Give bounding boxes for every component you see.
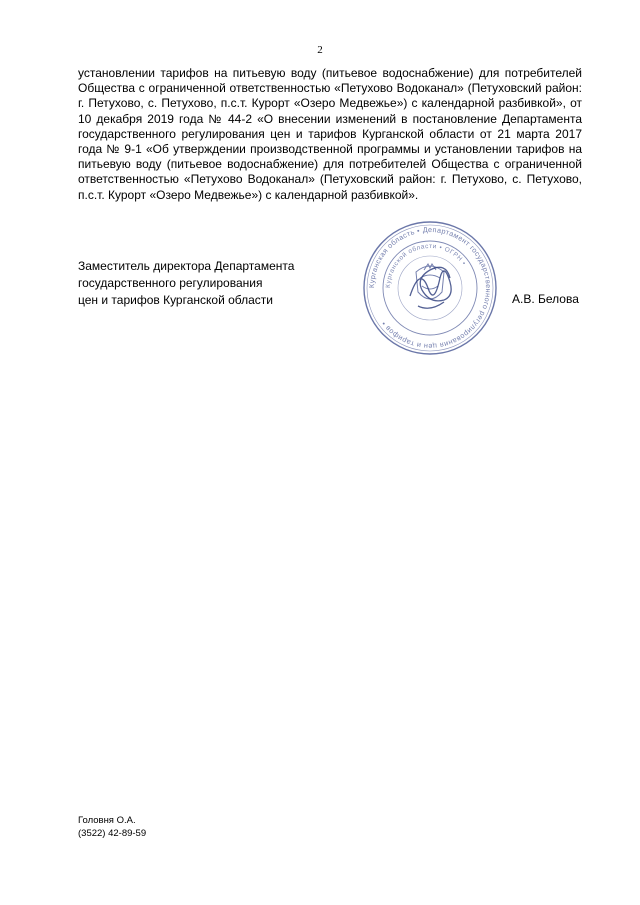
signer-name: А.В. Белова — [512, 292, 579, 306]
body-paragraph: установлении тарифов на питьевую воду (питьевое водоснабжение) для потребителей Общества с ограниченной ответственностью «Петухово Водоканал» (Петуховский район: г. Петухово, с. Петухово, п.с.т. Курорт «Озеро Медвежье») с календарной разбивкой», от 10 декабря 2019 года № 44-2 «О внесении изменений в постановление Департамента государственного регулирования цен и тарифов Курганской области от 21 марта 2017 года № 9-1 «Об утверждении производственной программы и установлении тарифов на питьевую воду (питьевое водоснабжение) для потребителей Общества с ограниченной ответственностью «Петухово Водоканал» (Петуховский район: г. Петухово, с. Петухово, п.с.т. Курорт «Озеро Медвежье») с календарной разбивкой». — [78, 66, 582, 202]
signer-title-line-2: государственного регулирования — [78, 276, 263, 290]
executor-name: Головня О.А. — [78, 815, 136, 826]
signer-title-line-3: цен и тарифов Курганской области — [78, 293, 273, 307]
executor-info — [78, 814, 146, 840]
svg-text:Курганской области • ОГРН • — [385, 243, 467, 288]
signer-title — [78, 258, 294, 309]
page-number: 2 — [317, 44, 323, 56]
seal-inner-text: Курганской области • ОГРН • — [384, 242, 468, 289]
official-seal — [360, 218, 500, 358]
signer-title-line-1: Заместитель директора Департамента — [78, 259, 295, 273]
executor-phone: (3522) 42-89-59 — [78, 828, 147, 839]
seal-outer-text: Курганская область • Департамент государственного регулирования цен и тарифов • — [366, 224, 494, 352]
